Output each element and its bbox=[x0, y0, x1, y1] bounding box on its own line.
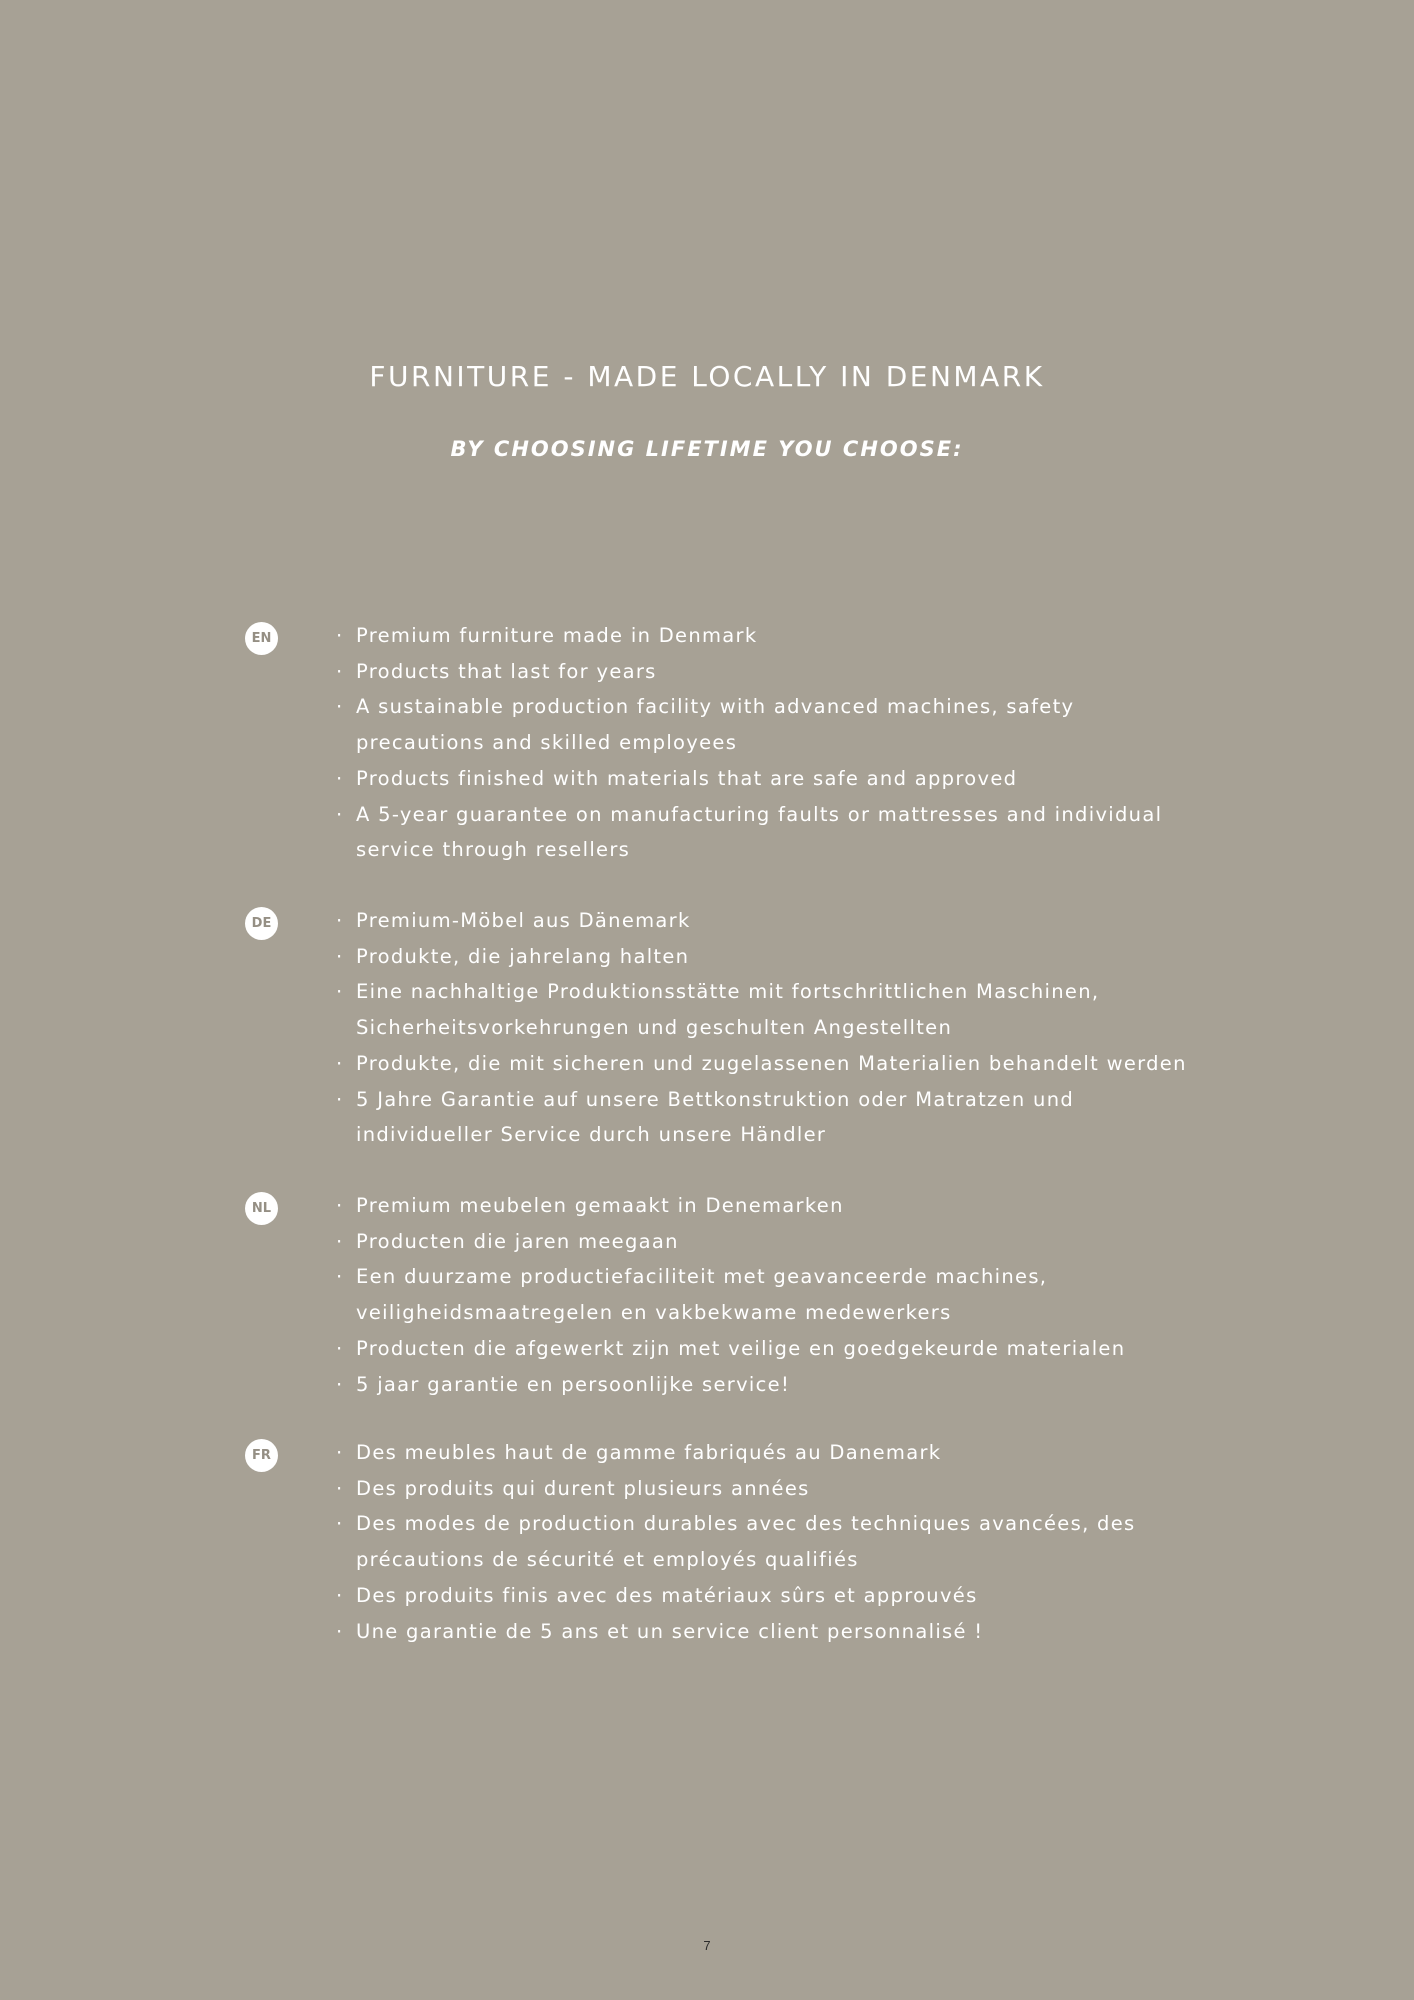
list-item-line: 5 Jahre Garantie auf unsere Bettkonstruktion oder Matratzen und bbox=[356, 1087, 1075, 1111]
list-item bbox=[336, 1224, 1125, 1260]
list-item-line: précautions de sécurité et employés qualifiés bbox=[356, 1548, 859, 1572]
bullet-dot-icon: · bbox=[336, 802, 344, 826]
language-badge-fr: FR bbox=[245, 1439, 278, 1472]
list-item-line: precautions and skilled employees bbox=[356, 731, 738, 755]
bullet-dot-icon: · bbox=[336, 1583, 344, 1607]
bullet-dot-icon: · bbox=[336, 1336, 344, 1360]
list-item bbox=[336, 1578, 1136, 1614]
list-item bbox=[336, 903, 1187, 939]
list-item bbox=[336, 761, 1162, 797]
list-item-line: Premium furniture made in Denmark bbox=[356, 624, 758, 647]
list-item-line: Des modes de production durables avec des techniques avancées, des bbox=[356, 1512, 1136, 1536]
bullet-dot-icon: · bbox=[336, 1441, 344, 1464]
list-item bbox=[336, 797, 1162, 868]
list-item-line: Des produits finis avec des matériaux sûrs et approuvés bbox=[356, 1583, 978, 1607]
list-item bbox=[336, 1506, 1136, 1577]
bullet-dot-icon: · bbox=[336, 1476, 344, 1500]
list-item bbox=[336, 974, 1187, 1045]
bullet-dot-icon: · bbox=[336, 1619, 344, 1643]
list-item bbox=[336, 1188, 1125, 1224]
list-item bbox=[336, 1367, 1125, 1403]
list-item-line: individueller Service durch unsere Händler bbox=[356, 1123, 827, 1147]
list-item bbox=[336, 1331, 1125, 1367]
list-item-line: Produkte, die mit sicheren und zugelassenen Materialien behandelt werden bbox=[356, 1051, 1187, 1075]
bullet-dot-icon: · bbox=[336, 624, 344, 647]
list-item bbox=[336, 1046, 1187, 1082]
bullet-dot-icon: · bbox=[336, 1229, 344, 1253]
list-item-line: A 5-year guarantee on manufacturing faults or mattresses and individual bbox=[356, 802, 1163, 826]
list-item-line: Produkte, die jahrelang halten bbox=[356, 944, 690, 968]
language-badge-en: EN bbox=[245, 622, 278, 655]
list-item bbox=[336, 1259, 1125, 1330]
list-item-line: service through resellers bbox=[356, 838, 631, 862]
bullet-dot-icon: · bbox=[336, 1051, 344, 1075]
bullet-dot-icon: · bbox=[336, 1512, 344, 1536]
list-item-line: Products finished with materials that are safe and approved bbox=[356, 766, 1018, 790]
list-item-line: Premium-Möbel aus Dänemark bbox=[356, 909, 691, 932]
list-item bbox=[336, 1614, 1136, 1650]
list-item bbox=[336, 1435, 1136, 1471]
list-item-line: Des meubles haut de gamme fabriqués au Danemark bbox=[356, 1441, 942, 1464]
list-item-line: Sicherheitsvorkehrungen und geschulten Angestellten bbox=[356, 1016, 953, 1040]
bullet-list bbox=[336, 618, 1162, 868]
bullet-list bbox=[336, 1188, 1125, 1402]
bullet-list bbox=[336, 903, 1187, 1153]
bullet-dot-icon: · bbox=[336, 1087, 344, 1111]
bullet-dot-icon: · bbox=[336, 766, 344, 790]
bullet-dot-icon: · bbox=[336, 909, 344, 932]
page-title: FURNITURE - MADE LOCALLY IN DENMARK bbox=[369, 360, 1045, 393]
list-item bbox=[336, 939, 1187, 975]
language-badge-de: DE bbox=[245, 907, 278, 940]
list-item-line: Products that last for years bbox=[356, 659, 657, 683]
bullet-dot-icon: · bbox=[336, 695, 344, 719]
bullet-dot-icon: · bbox=[336, 944, 344, 968]
bullet-dot-icon: · bbox=[336, 1372, 344, 1396]
list-item-line: Een duurzame productiefaciliteit met geavanceerde machines, bbox=[356, 1265, 1048, 1289]
list-item-line: Producten die afgewerkt zijn met veilige en goedgekeurde materialen bbox=[356, 1336, 1126, 1360]
list-item-line: 5 jaar garantie en persoonlijke service! bbox=[356, 1372, 791, 1396]
page-number: 7 bbox=[703, 1938, 711, 1953]
list-item-line: Des produits qui durent plusieurs années bbox=[356, 1476, 810, 1500]
list-item bbox=[336, 618, 1162, 654]
list-item-line: Une garantie de 5 ans et un service client personnalisé ! bbox=[356, 1619, 984, 1643]
list-item-line: Producten die jaren meegaan bbox=[356, 1229, 679, 1253]
list-item bbox=[336, 654, 1162, 690]
bullet-list bbox=[336, 1435, 1136, 1649]
list-item bbox=[336, 1471, 1136, 1507]
bullet-dot-icon: · bbox=[336, 980, 344, 1004]
list-item-line: A sustainable production facility with advanced machines, safety bbox=[356, 695, 1075, 719]
bullet-dot-icon: · bbox=[336, 1265, 344, 1289]
bullet-dot-icon: · bbox=[336, 1194, 344, 1217]
list-item-line: Eine nachhaltige Produktionsstätte mit fortschrittlichen Maschinen, bbox=[356, 980, 1100, 1004]
list-item-line: Premium meubelen gemaakt in Denemarken bbox=[356, 1194, 844, 1217]
language-badge-nl: NL bbox=[245, 1192, 278, 1225]
page-subtitle: BY CHOOSING LIFETIME YOU CHOOSE: bbox=[450, 437, 964, 461]
list-item-line: veiligheidsmaatregelen en vakbekwame medewerkers bbox=[356, 1301, 952, 1325]
list-item bbox=[336, 1082, 1187, 1153]
list-item bbox=[336, 689, 1162, 760]
bullet-dot-icon: · bbox=[336, 659, 344, 683]
